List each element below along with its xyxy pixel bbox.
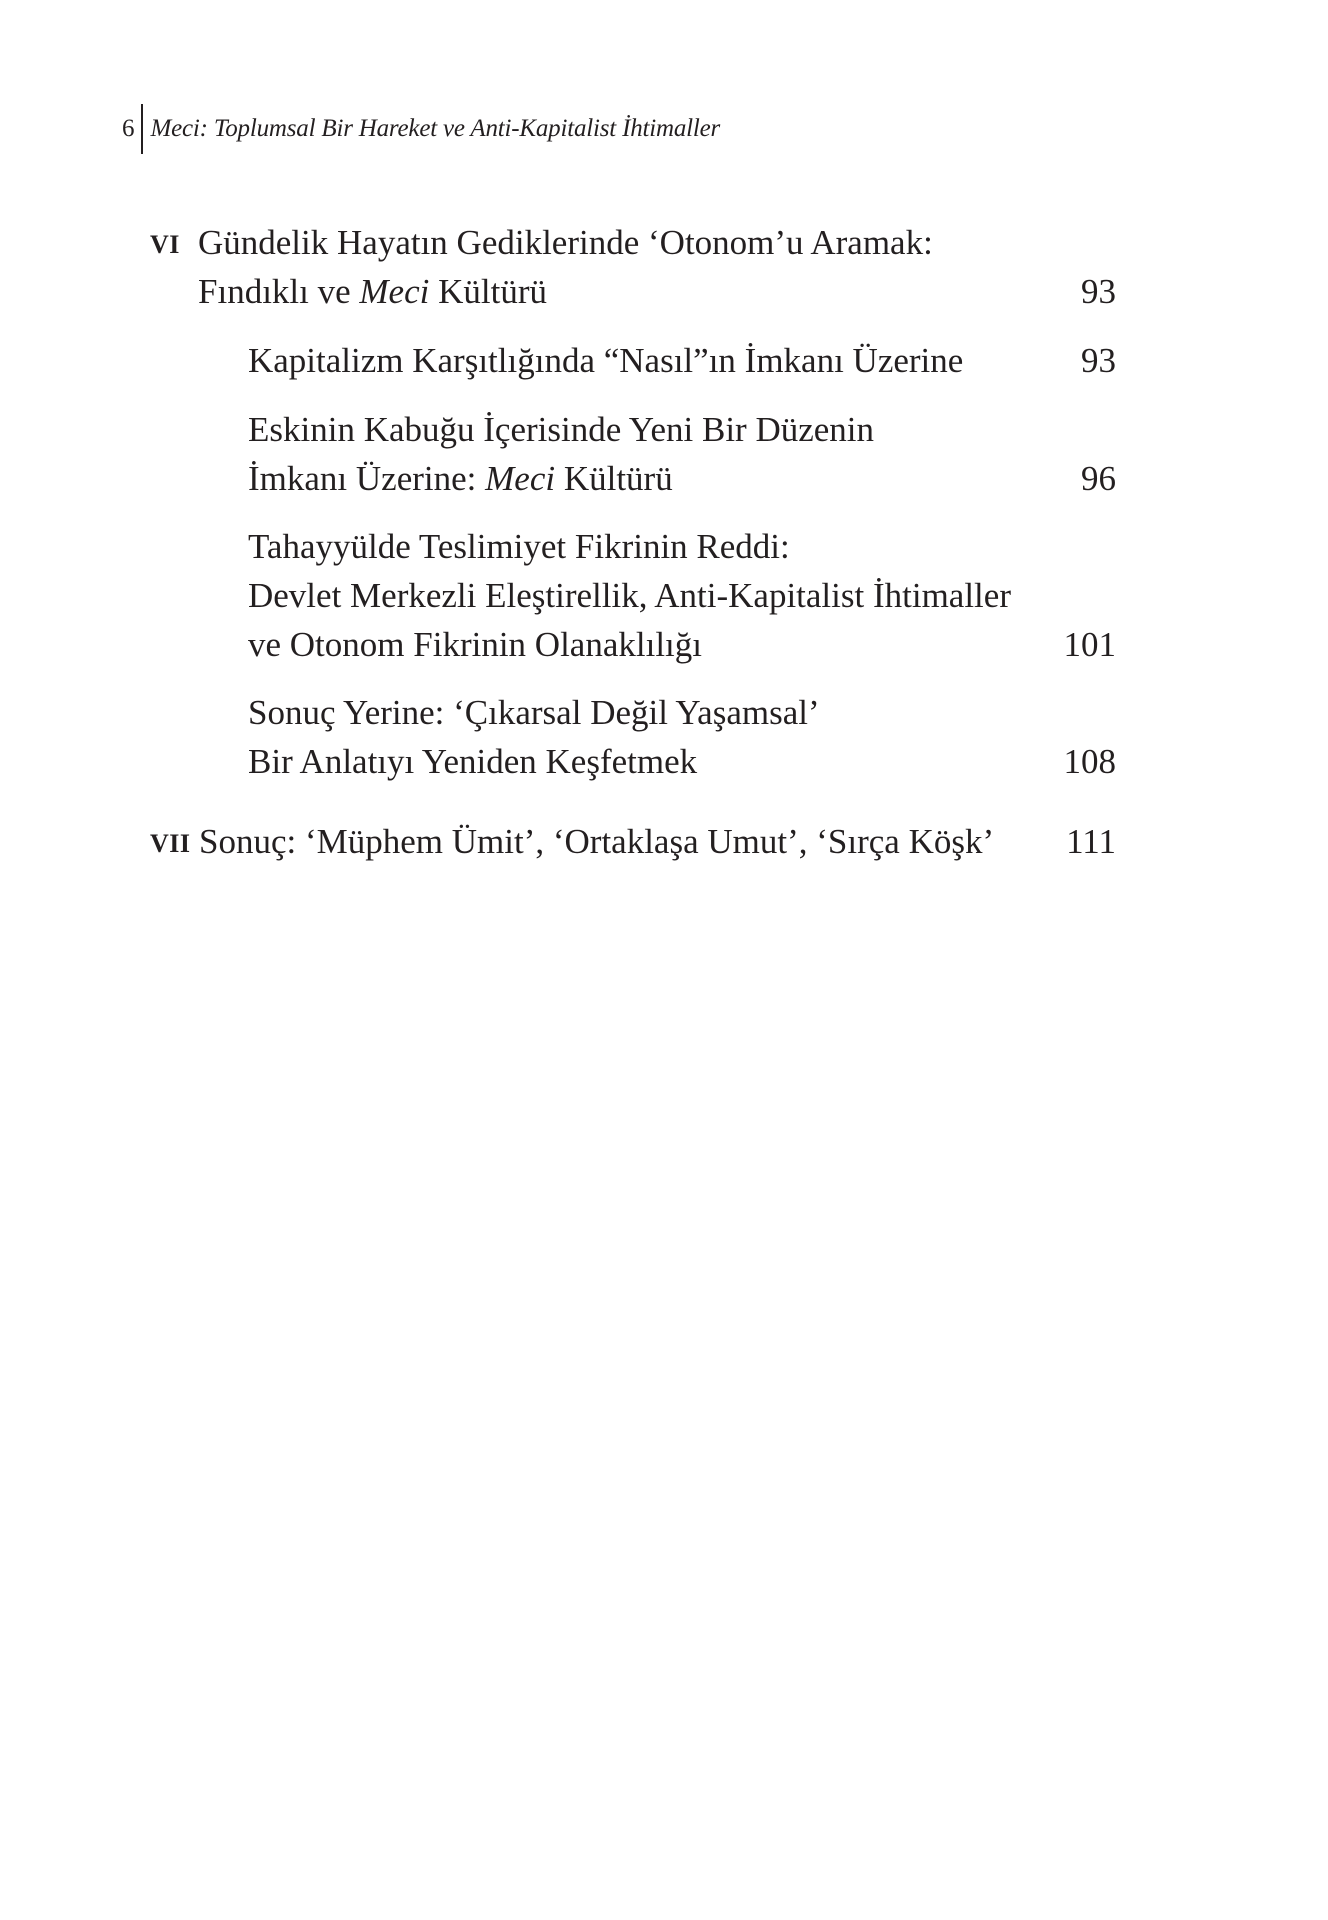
toc-entry-title-line: İmkanı Üzerine: Meci Kültürü [248,459,673,498]
toc-page-number: 93 [1081,341,1116,380]
toc-entry-title-line: ve Otonom Fikrinin Olanaklılığı [248,625,702,664]
toc-page-number: 111 [1066,822,1116,861]
header-divider [141,104,143,154]
toc-page-number: 96 [1081,459,1116,498]
toc-page-number: 93 [1081,272,1116,311]
chapter-number: VII [150,829,191,858]
toc-entry-title-line: Kapitalizm Karşıtlığında “Nasıl”ın İmkanı Üzerine [248,341,964,380]
header-book-title: Meci: Toplumsal Bir Hareket ve Anti-Kapitalist İhtimaller [150,115,721,142]
toc-entry-title-line: Fındıklı ve Meci Kültürü [198,272,547,311]
toc-entry-title-line: Sonuç: ‘Müphem Ümit’, ‘Ortaklaşa Umut’, ‘Sırça Köşk’ [199,822,995,861]
toc-page-number: 108 [1063,742,1116,781]
header-page-number: 6 [122,115,135,142]
toc-entry-title-line: Devlet Merkezli Eleştirellik, Anti-Kapitalist İhtimaller [248,576,1011,615]
toc-entry-title-line: Sonuç Yerine: ‘Çıkarsal Değil Yaşamsal’ [248,693,820,732]
italic-term: Meci [485,459,556,498]
running-header [122,104,720,154]
toc-entry-title-line: Bir Anlatıyı Yeniden Keşfetmek [248,742,698,781]
toc-entry-title-line: Eskinin Kabuğu İçerisinde Yeni Bir Düzenin [248,410,875,449]
toc-entry-title-line: Gündelik Hayatın Gediklerinde ‘Otonom’u Aramak: [198,223,933,262]
italic-term: Meci [359,272,430,311]
toc-entry-title-line: Tahayyülde Teslimiyet Fikrinin Reddi: [248,527,790,566]
toc-page-number: 101 [1063,625,1116,664]
chapter-number: VI [150,230,180,259]
